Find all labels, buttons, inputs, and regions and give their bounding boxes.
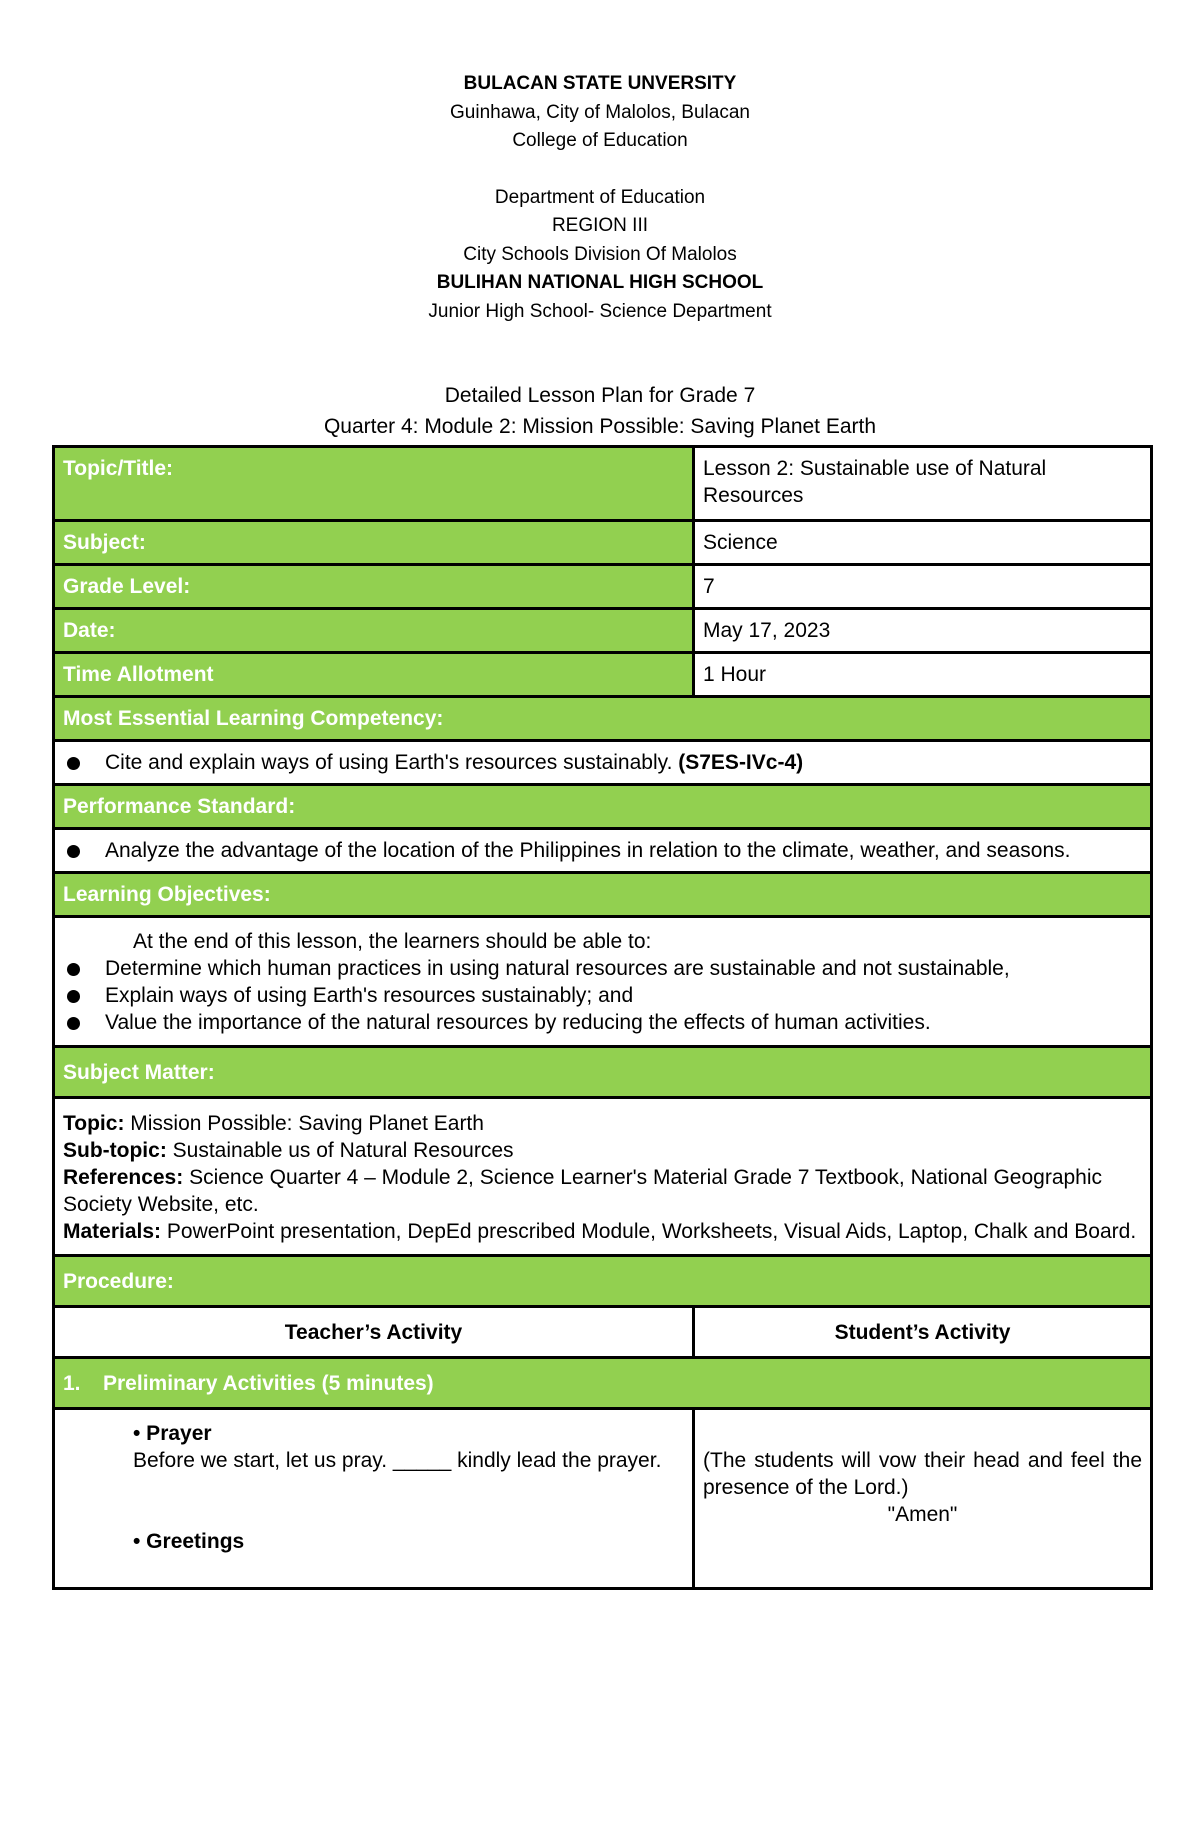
- table-row: [54, 873, 1152, 917]
- plan-module: Quarter 4: Module 2: Mission Possible: Saving Planet Earth: [323, 415, 877, 438]
- objectives-cell: [54, 917, 1152, 1047]
- table-row: [54, 1307, 1152, 1358]
- university-name: BULACAN STATE UNVERSITY: [463, 73, 737, 94]
- subject-matter-cell: [54, 1098, 1152, 1256]
- prayer-text: Before we start, let us pray. _____ kindly lead the prayer.: [133, 1449, 662, 1472]
- sm-subtopic: [63, 1137, 1142, 1164]
- grade-level-label: Grade Level:: [54, 565, 694, 609]
- date-label: Date:: [54, 609, 694, 653]
- date-value: May 17, 2023: [694, 609, 1152, 653]
- sm-topic: [63, 1110, 1142, 1137]
- list-item: Determine which human practices in using natural resources are sustainable and not sustainable,: [63, 955, 1142, 982]
- university-address: Guinhawa, City of Malolos, Bulacan: [450, 101, 750, 123]
- melc-heading: Most Essential Learning Competency:: [54, 697, 1152, 741]
- school-name: BULIHAN NATIONAL HIGH SCHOOL: [436, 272, 764, 293]
- performance-heading: Performance Standard:: [54, 785, 1152, 829]
- objectives-intro: At the end of this lesson, the learners should be able to:: [133, 930, 652, 953]
- plan-title: Detailed Lesson Plan for Grade 7: [444, 384, 756, 407]
- sm-subtopic-value: Sustainable us of Natural Resources: [166, 1139, 514, 1162]
- table-row: [54, 565, 1152, 609]
- school-unit: Junior High School- Science Department: [428, 300, 772, 322]
- sm-topic-value: Mission Possible: Saving Planet Earth: [124, 1112, 484, 1135]
- table-row: [54, 917, 1152, 1047]
- table-row: [54, 1098, 1152, 1256]
- college-name: College of Education: [512, 130, 688, 151]
- subject-value: Science: [694, 521, 1152, 565]
- sm-materials-value: PowerPoint presentation, DepEd prescribed Module, Worksheets, Visual Aids, Laptop, Chalk and Board.: [161, 1220, 1137, 1243]
- table-row: [54, 1409, 1152, 1589]
- time-allotment-label: Time Allotment: [54, 653, 694, 697]
- division-name: City Schools Division Of Malolos: [463, 243, 737, 265]
- teacher-activity-heading: Teacher’s Activity: [54, 1307, 694, 1358]
- sm-references-value: Science Quarter 4 – Module 2, Science Learner's Material Grade 7 Textbook, National Geographic Society Website, etc.: [63, 1166, 1103, 1216]
- procedure-heading: Procedure:: [54, 1256, 1152, 1307]
- performance-text: Analyze the advantage of the location of the Philippines in relation to the climate, weather, and seasons.: [63, 837, 1142, 864]
- region-name: REGION III: [551, 215, 649, 236]
- table-row: [54, 609, 1152, 653]
- preliminary-heading: [54, 1358, 1152, 1409]
- table-row: [54, 1358, 1152, 1409]
- melc-text: Cite and explain ways of using Earth's resources sustainably.: [105, 751, 679, 774]
- objectives-heading: Learning Objectives:: [54, 873, 1152, 917]
- subject-matter-heading: Subject Matter:: [54, 1047, 1152, 1098]
- time-allotment-value: 1 Hour: [694, 653, 1152, 697]
- teacher-activity-cell: [54, 1409, 694, 1589]
- table-row: [54, 1256, 1152, 1307]
- step-number: 1.: [63, 1372, 81, 1395]
- topic-value: Lesson 2: Sustainable use of Natural Resources: [694, 447, 1152, 521]
- prayer-block: [63, 1420, 684, 1555]
- greetings-label: • Greetings: [133, 1530, 245, 1553]
- sm-materials: [63, 1218, 1142, 1245]
- melc-cell: [54, 741, 1152, 785]
- prayer-label: • Prayer: [133, 1422, 212, 1445]
- department-name: Department of Education: [494, 186, 706, 208]
- table-row: [54, 697, 1152, 741]
- melc-item: [63, 749, 1142, 776]
- student-activity-cell: [694, 1409, 1152, 1589]
- table-row: [54, 741, 1152, 785]
- topic-label: Topic/Title:: [54, 447, 694, 521]
- grade-level-value: 7: [694, 565, 1152, 609]
- sm-references: [63, 1164, 1142, 1218]
- sm-materials-label: Materials:: [63, 1220, 162, 1243]
- amen-response: "Amen": [887, 1503, 958, 1526]
- student-response: (The students will vow their head and feel the presence of the Lord.): [703, 1449, 1142, 1499]
- list-item: Value the importance of the natural resources by reducing the effects of human activities.: [63, 1009, 1142, 1036]
- step-title: Preliminary Activities (5 minutes): [103, 1372, 434, 1395]
- sm-subtopic-label: Sub-topic:: [63, 1139, 167, 1162]
- table-row: [54, 785, 1152, 829]
- list-item: Explain ways of using Earth's resources sustainably; and: [63, 982, 1142, 1009]
- sm-references-label: References:: [63, 1166, 184, 1189]
- performance-cell: [54, 829, 1152, 873]
- plan-title-block: [0, 380, 1200, 442]
- table-row: [54, 829, 1152, 873]
- document-header: [0, 70, 1200, 326]
- table-row: [54, 447, 1152, 521]
- table-row: [54, 653, 1152, 697]
- table-row: [54, 1047, 1152, 1098]
- student-activity-heading: Student’s Activity: [694, 1307, 1152, 1358]
- table-row: [54, 521, 1152, 565]
- subject-label: Subject:: [54, 521, 694, 565]
- sm-topic-label: Topic:: [63, 1112, 125, 1135]
- melc-code: (S7ES-IVc-4): [678, 751, 804, 774]
- lesson-plan-table: [52, 445, 1153, 1590]
